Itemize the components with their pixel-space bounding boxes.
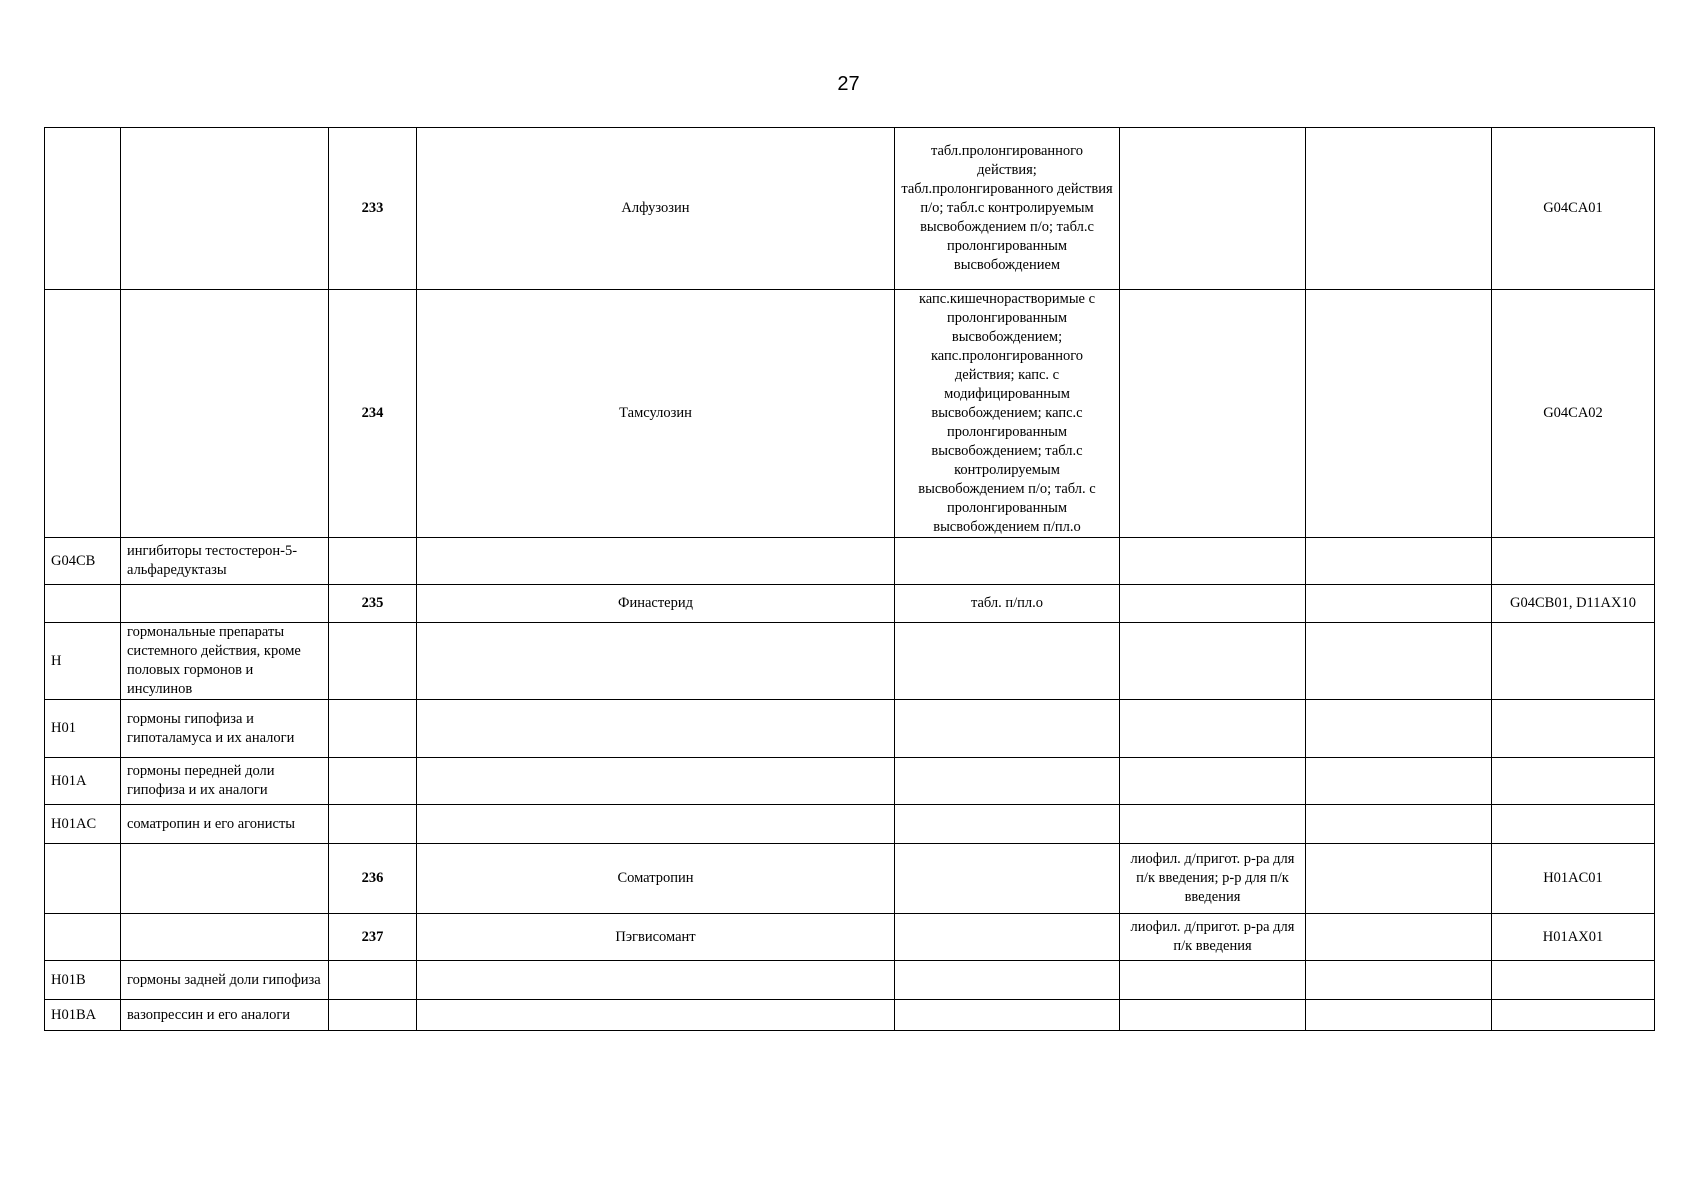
atc-group-code: [45, 844, 121, 914]
extra-cell: [1306, 1000, 1492, 1031]
dosage-form: [895, 961, 1120, 1000]
atc-group-code: G04CB: [45, 538, 121, 585]
extra-cell: [1306, 700, 1492, 758]
table-row: [45, 585, 1655, 623]
item-number: 235: [329, 585, 417, 623]
dosage-form-injection: [1120, 1000, 1306, 1031]
group-description: [121, 914, 329, 961]
atc-group-code: [45, 585, 121, 623]
item-number: [329, 538, 417, 585]
drug-name: [417, 758, 895, 805]
atc-group-code: H01A: [45, 758, 121, 805]
group-description: вазопрессин и его аналоги: [121, 1000, 329, 1031]
extra-cell: [1306, 805, 1492, 844]
table-row: [45, 914, 1655, 961]
atc-group-code: H01: [45, 700, 121, 758]
dosage-form: табл. п/пл.о: [895, 585, 1120, 623]
dosage-form: капс.кишечнорастворимые с пролонгированным высвобождением; капс.пролонгированного действия; капс. с модифицированным высвобождением; капс.с пролонгированным высвобождением; табл.с контролируемым высвобождением п/о; табл. с пролонгированным высвобождением п/пл.о: [895, 290, 1120, 538]
atc-group-code: H01BA: [45, 1000, 121, 1031]
group-description: соматропин и его агонисты: [121, 805, 329, 844]
atc-code: G04CA01: [1492, 128, 1655, 290]
dosage-form: [895, 1000, 1120, 1031]
item-number: [329, 623, 417, 700]
group-description: гормоны задней доли гипофиза: [121, 961, 329, 1000]
dosage-form: [895, 538, 1120, 585]
table-row: [45, 961, 1655, 1000]
group-description: гормоны гипофиза и гипоталамуса и их аналоги: [121, 700, 329, 758]
atc-group-code: H: [45, 623, 121, 700]
table-row: [45, 1000, 1655, 1031]
page-number: 27: [837, 73, 860, 95]
group-description: [121, 844, 329, 914]
drug-name: [417, 1000, 895, 1031]
atc-group-code: [45, 128, 121, 290]
atc-code: [1492, 700, 1655, 758]
dosage-form-injection: [1120, 623, 1306, 700]
atc-code: [1492, 758, 1655, 805]
dosage-form-injection: [1120, 961, 1306, 1000]
atc-group-code: H01B: [45, 961, 121, 1000]
atc-code: H01AC01: [1492, 844, 1655, 914]
dosage-form-injection: [1120, 128, 1306, 290]
group-description: [121, 585, 329, 623]
group-description: гормональные препараты системного действия, кроме половых гормонов и инсулинов: [121, 623, 329, 700]
drug-name: [417, 538, 895, 585]
atc-group-code: H01AC: [45, 805, 121, 844]
item-number: 234: [329, 290, 417, 538]
drug-name: Алфузозин: [417, 128, 895, 290]
group-description: [121, 290, 329, 538]
dosage-form: [895, 914, 1120, 961]
table-row: [45, 700, 1655, 758]
atc-code: [1492, 623, 1655, 700]
dosage-form: [895, 700, 1120, 758]
table-row: [45, 623, 1655, 700]
atc-code: G04CA02: [1492, 290, 1655, 538]
table-body: [45, 128, 1655, 1031]
atc-code: [1492, 805, 1655, 844]
atc-code: H01AX01: [1492, 914, 1655, 961]
extra-cell: [1306, 128, 1492, 290]
table-row: [45, 758, 1655, 805]
dosage-form: [895, 844, 1120, 914]
item-number: [329, 700, 417, 758]
dosage-form-injection: [1120, 538, 1306, 585]
extra-cell: [1306, 623, 1492, 700]
item-number: [329, 961, 417, 1000]
item-number: 237: [329, 914, 417, 961]
item-number: [329, 1000, 417, 1031]
drug-name: Пэгвисомант: [417, 914, 895, 961]
dosage-form-injection: [1120, 585, 1306, 623]
group-description: [121, 128, 329, 290]
dosage-form-injection: [1120, 758, 1306, 805]
dosage-form-injection: [1120, 805, 1306, 844]
dosage-form-injection: [1120, 290, 1306, 538]
extra-cell: [1306, 758, 1492, 805]
dosage-form-injection: лиофил. д/пригот. р-ра для п/к введения; р-р для п/к введения: [1120, 844, 1306, 914]
table-row: [45, 538, 1655, 585]
dosage-form-injection: лиофил. д/пригот. р-ра для п/к введения: [1120, 914, 1306, 961]
extra-cell: [1306, 914, 1492, 961]
table-row: [45, 844, 1655, 914]
item-number: 236: [329, 844, 417, 914]
drug-name: [417, 700, 895, 758]
atc-code: [1492, 961, 1655, 1000]
group-description: ингибиторы тестостерон-5-альфаредуктазы: [121, 538, 329, 585]
dosage-form: [895, 758, 1120, 805]
atc-code: [1492, 1000, 1655, 1031]
extra-cell: [1306, 538, 1492, 585]
table-row: [45, 128, 1655, 290]
table-row: [45, 290, 1655, 538]
dosage-form: [895, 805, 1120, 844]
drug-name: Финастерид: [417, 585, 895, 623]
item-number: [329, 805, 417, 844]
group-description: гормоны передней доли гипофиза и их аналоги: [121, 758, 329, 805]
extra-cell: [1306, 844, 1492, 914]
extra-cell: [1306, 585, 1492, 623]
dosage-form: табл.пролонгированного действия; табл.пролонгированного действия п/о; табл.с контролируемым высвобождением п/о; табл.с пролонгированным высвобождением: [895, 128, 1120, 290]
drug-name: [417, 623, 895, 700]
drug-name: [417, 805, 895, 844]
extra-cell: [1306, 290, 1492, 538]
drug-name: Соматропин: [417, 844, 895, 914]
table-row: [45, 805, 1655, 844]
drug-table: [44, 127, 1655, 1031]
dosage-form: [895, 623, 1120, 700]
drug-name: [417, 961, 895, 1000]
extra-cell: [1306, 961, 1492, 1000]
drug-name: Тамсулозин: [417, 290, 895, 538]
atc-code: G04CB01, D11AX10: [1492, 585, 1655, 623]
item-number: 233: [329, 128, 417, 290]
atc-group-code: [45, 914, 121, 961]
item-number: [329, 758, 417, 805]
atc-group-code: [45, 290, 121, 538]
dosage-form-injection: [1120, 700, 1306, 758]
atc-code: [1492, 538, 1655, 585]
